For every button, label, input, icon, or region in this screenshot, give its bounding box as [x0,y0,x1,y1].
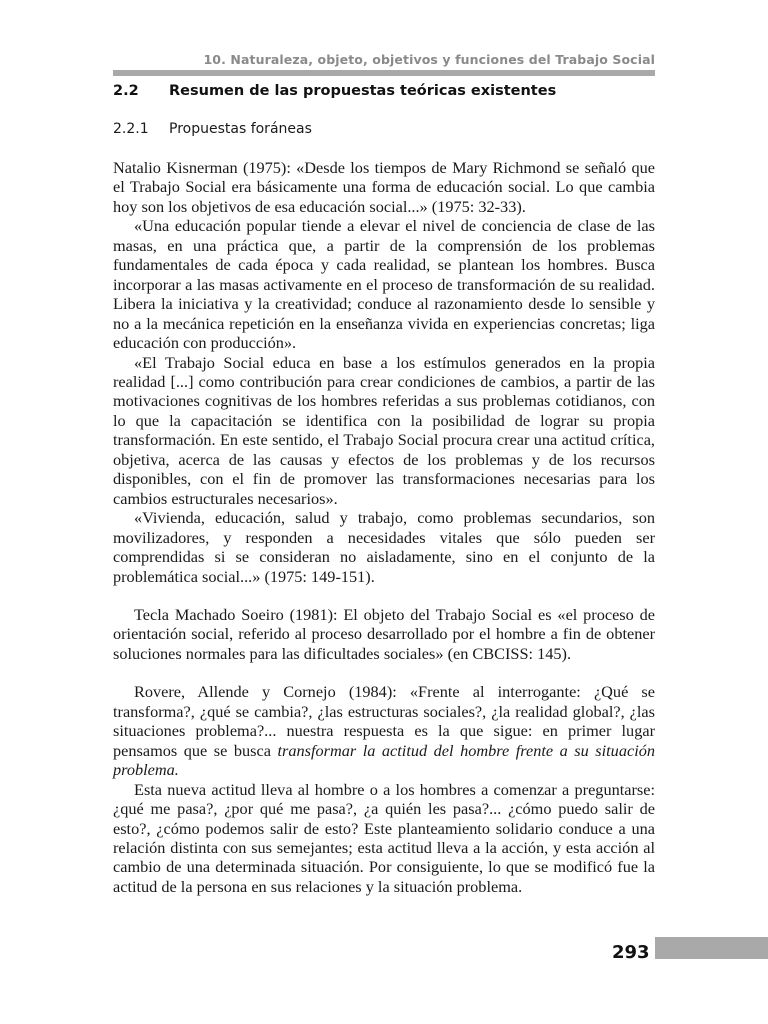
section-title: Resumen de las propuestas teóricas existentes [169,83,557,99]
paragraph-rovere-emphasis: transformar la actitud del hombre frente a su situación problema. [113,740,655,780]
subsection-heading [113,121,655,137]
header-rule [113,70,655,76]
body-text [113,158,655,896]
page-number-bar [655,937,768,959]
paragraph-trabajo-social-educa: «El Trabajo Social educa en base a los estímulos generados en la propia realidad [...] como contribución para crear condiciones de cambios, a partir de las motivaciones cognitivas de los hombres referidas a sus problemas cotidianos, con lo que la capacitación se identifica con la posibilidad de lograr su propia transformación. En este sentido, el Trabajo Social procura crear una actitud crítica, objetiva, acerca de las causas y efectos de los problemas y de los recursos disponibles, con el fin de promover las transformaciones necesarias para los cambios estructurales necesarios». [113,352,655,508]
section-heading [113,83,655,99]
paragraph-rovere [113,682,655,779]
paragraph-rovere-text: Rovere, Allende y Cornejo (1984): «Frente al interrogante: ¿Qué se transforma?, ¿qué se cambia?, ¿las estructuras sociales?, ¿la realidad global?, ¿las situaciones problema?... nuestra respuesta es la que sigue: en primer lugar pensamos que se busca [113,682,655,760]
paragraph-kisnerman: Natalio Kisnerman (1975): «Desde los tiempos de Mary Richmond se señaló que el Trabajo Social era básicamente una forma de educación social. Lo que cambia hoy son los objetivos de esa educación social...» (1975: 32-33). [113,158,655,216]
subsection-title: Propuestas foráneas [169,121,312,137]
subsection-number: 2.2.1 [113,121,149,137]
paragraph-vivienda: «Vivienda, educación, salud y trabajo, como problemas secundarios, son movilizadores, y responden a necesidades vitales que sólo pueden ser comprendidas si se consideran no aisladamente, sino en el conjunto de la problemática social...» (1975: 149-151). [113,508,655,586]
section-number: 2.2 [113,83,139,99]
running-header: 10. Naturaleza, objeto, objetivos y funciones del Trabajo Social [203,52,655,67]
paragraph-educacion-popular: «Una educación popular tiende a elevar el nivel de conciencia de clase de las masas, en una práctica que, a partir de la comprensión de los problemas fundamentales de cada época y cada realidad, se plantean los hombres. Busca incorporar a las masas activamente en el proceso de transformación de su realidad. Libera la iniciativa y la creatividad; conduce al razonamiento desde lo sensible y no a la mecánica repetición en la enseñanza vivida en experiencias concretas; liga educación con producción». [113,216,655,353]
paragraph-nueva-actitud: Esta nueva actitud lleva al hombre o a los hombres a comenzar a preguntarse: ¿qué me pasa?, ¿por qué me pasa?, ¿a quién les pasa?... ¿cómo puedo salir de esto?, ¿cómo podemos salir de esto? Este planteamiento solidario conduce a una relación distinta con sus semejantes; esta actitud lleva a la acción, y esta acción al cambio de una determinada situación. Por consiguiente, lo que se modificó fue la actitud de la persona en sus relaciones y la situación problema. [113,779,655,896]
paragraph-machado-soeiro: Tecla Machado Soeiro (1981): El objeto del Trabajo Social es «el proceso de orientación social, referido al proceso desarrollado por el hombre a fin de obtener soluciones normales para las dificultades sociales» (en CBCISS: 145). [113,604,655,663]
page-number: 293 [612,942,650,963]
